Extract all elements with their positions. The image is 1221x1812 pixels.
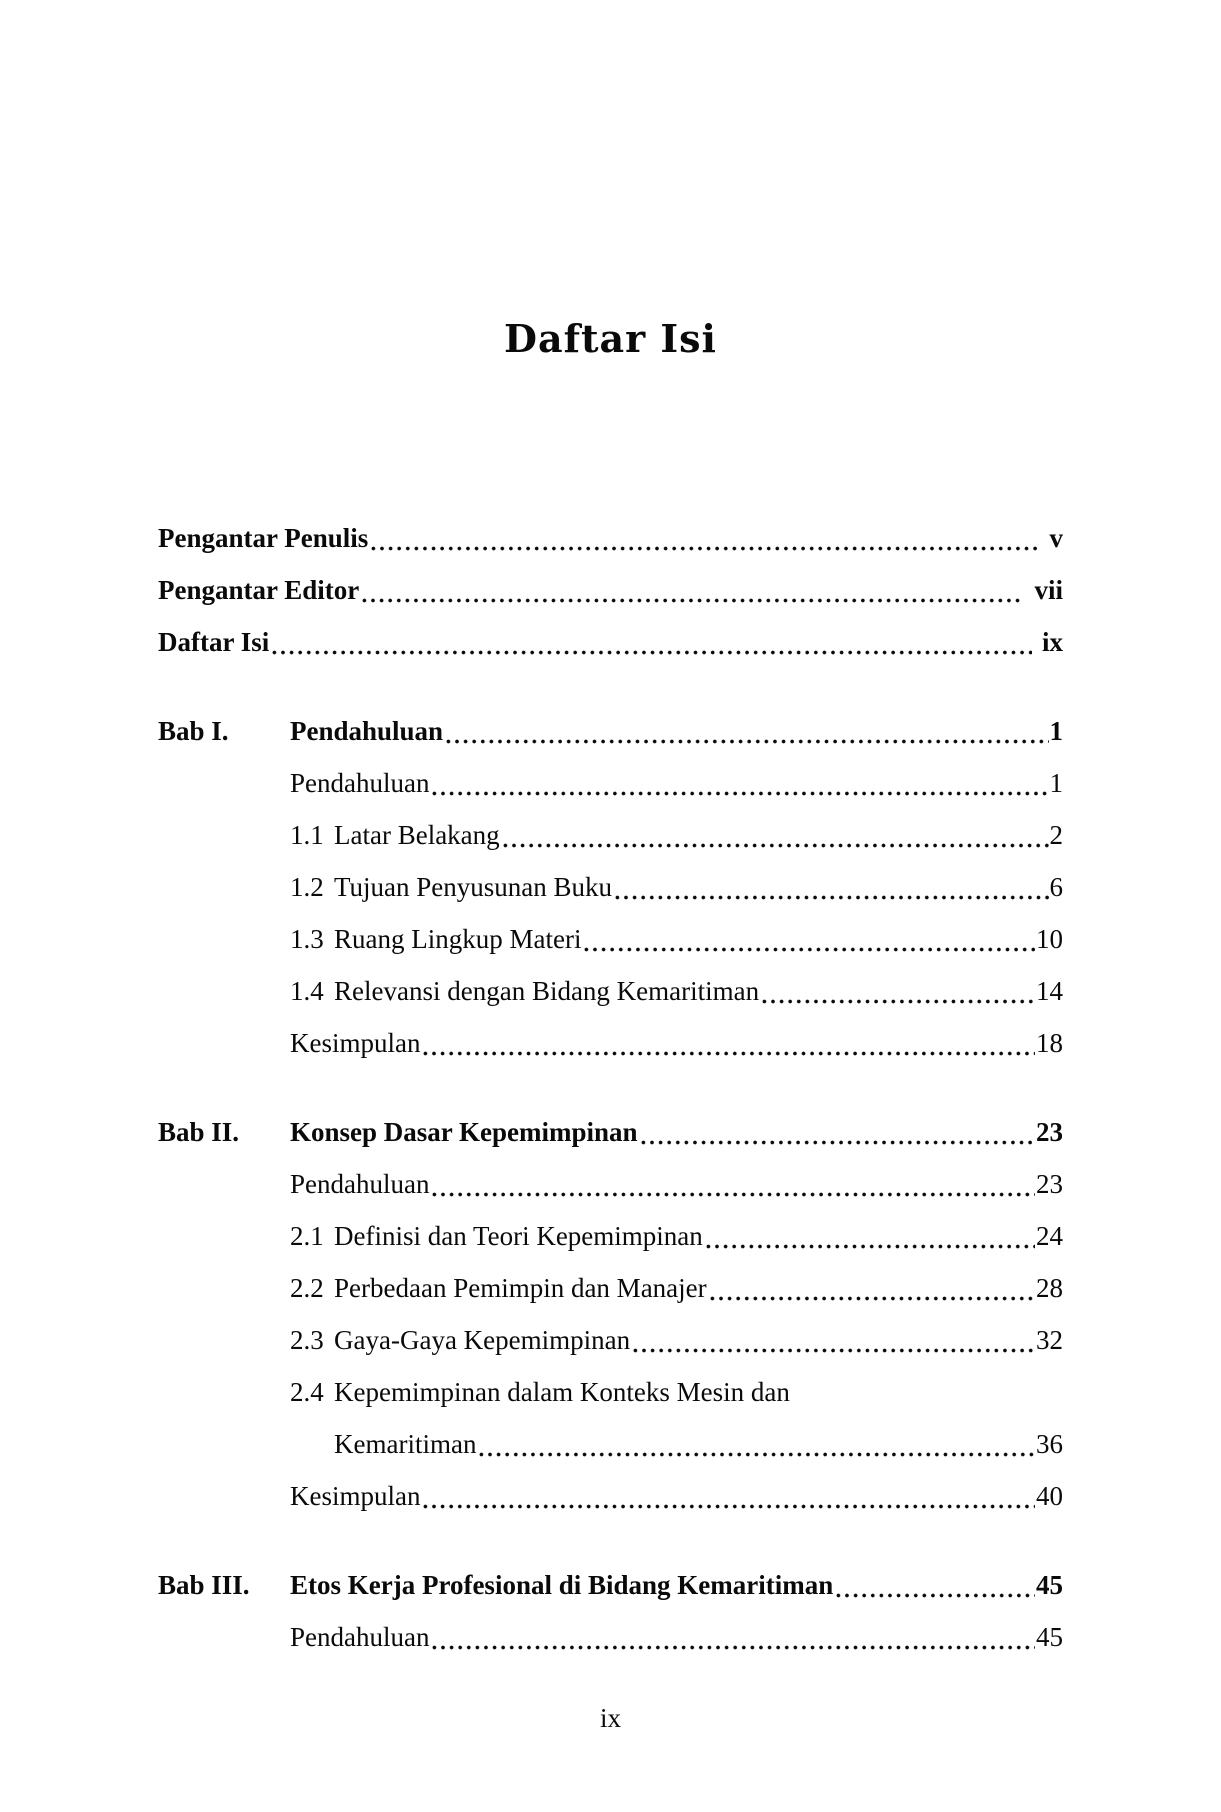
entry-title-continued: Kemaritiman [334,1429,477,1459]
entry-title: Pendahuluan [290,1622,430,1652]
toc-entry-row [158,1470,1063,1522]
front-matter-page-number: v [1049,523,1063,553]
chapter-label: Bab II. [158,1117,240,1147]
page-title: Daftar Isi [504,316,717,361]
toc-entry-row [158,1210,1063,1262]
front-matter-page-number: vii [1034,575,1063,605]
toc-entry-row [158,809,1063,861]
entry-title: Latar Belakang [334,820,500,850]
entry-title: Definisi dan Teori Kepemimpinan [334,1221,703,1251]
entry-page-number: 45 [1036,1622,1063,1652]
entry-title: Perbedaan Pemimpin dan Manajer [334,1273,707,1303]
dot-leader [443,705,1049,757]
dot-leader [612,861,1049,913]
toc-entry-row [158,1017,1063,1069]
dot-leader [429,757,1049,809]
dot-leader [759,965,1036,1017]
dot-leader [638,1106,1036,1158]
toc-entry-row [158,913,1063,965]
chapter-title: Etos Kerja Profesional di Bidang Kemaritiman [290,1570,834,1600]
chapter-section [158,1559,1063,1663]
dot-leader [703,1210,1036,1262]
chapter-page-number: 1 [1049,716,1063,746]
dot-leader [359,564,1025,616]
chapter-page-number: 23 [1036,1117,1063,1147]
dot-leader [500,809,1050,861]
entry-number: 2.2 [290,1273,324,1303]
front-matter-row [158,616,1063,668]
dot-leader [707,1262,1036,1314]
toc-entry-row [158,1158,1063,1210]
entry-page-number: 24 [1036,1221,1063,1251]
front-matter-label: Pengantar Editor [158,575,360,605]
entry-title: Pendahuluan [290,768,430,798]
entry-number: 2.3 [290,1325,324,1355]
entry-page-number: 18 [1036,1028,1063,1058]
entry-page-number: 23 [1036,1169,1063,1199]
table-of-contents [158,512,1063,1663]
chapter-label: Bab I. [158,716,229,746]
dot-leader [833,1559,1036,1611]
entry-number: 1.2 [290,872,324,902]
entry-page-number: 36 [1036,1429,1063,1459]
entry-number: 2.1 [290,1221,324,1251]
chapter-page-number: 45 [1036,1570,1063,1600]
entry-page-number: 14 [1036,976,1063,1006]
indent-spacer [290,1418,334,1470]
entry-page-number: 28 [1036,1273,1063,1303]
entry-number: 1.4 [290,976,324,1006]
folio-page-number: ix [599,1703,621,1733]
toc-entry-row [158,1314,1063,1366]
chapter-title: Pendahuluan [290,716,444,746]
entry-title: Kepemimpinan dalam Konteks Mesin dan [334,1377,790,1407]
dot-leader [429,1158,1036,1210]
toc-entry-row [158,1611,1063,1663]
entry-page-number: 6 [1049,872,1063,902]
chapter-section [158,1106,1063,1522]
entry-title: Tujuan Penyusunan Buku [334,872,613,902]
entry-number: 1.3 [290,924,324,954]
entry-title: Relevansi dengan Bidang Kemaritiman [334,976,760,1006]
dot-leader [420,1470,1036,1522]
dot-leader [630,1314,1036,1366]
chapter-title: Konsep Dasar Kepemimpinan [290,1117,638,1147]
toc-entry-row [158,965,1063,1017]
front-matter-label: Pengantar Penulis [158,523,369,553]
entry-title: Kesimpulan [290,1481,421,1511]
entry-page-number: 10 [1036,924,1063,954]
dot-leader [368,512,1040,564]
chapter-row [158,1106,1063,1158]
front-matter-label: Daftar Isi [158,627,270,657]
dot-leader [420,1017,1036,1069]
toc-entry-row [158,1262,1063,1314]
toc-entry-row [158,861,1063,913]
chapter-section [158,705,1063,1069]
entry-title: Gaya-Gaya Kepemimpinan [334,1325,631,1355]
chapter-label: Bab III. [158,1570,250,1600]
front-matter-row [158,512,1063,564]
entry-number: 2.4 [290,1377,324,1407]
entry-title: Pendahuluan [290,1169,430,1199]
front-matter-page-number: ix [1041,627,1063,657]
chapter-row [158,1559,1063,1611]
dot-leader [581,913,1036,965]
chapter-row [158,705,1063,757]
entry-title: Kesimpulan [290,1028,421,1058]
front-matter-row [158,564,1063,616]
toc-entry-continuation-row [158,1418,1063,1470]
entry-page-number: 2 [1049,820,1063,850]
entry-page-number: 40 [1036,1481,1063,1511]
dot-leader [429,1611,1036,1663]
entry-number: 1.1 [290,820,324,850]
dot-leader [476,1418,1036,1470]
toc-entry-row [158,1366,1063,1418]
toc-entry-row [158,757,1063,809]
dot-leader [269,616,1033,668]
entry-page-number: 32 [1036,1325,1063,1355]
entry-page-number: 1 [1049,768,1063,798]
entry-title: Ruang Lingkup Materi [334,924,582,954]
